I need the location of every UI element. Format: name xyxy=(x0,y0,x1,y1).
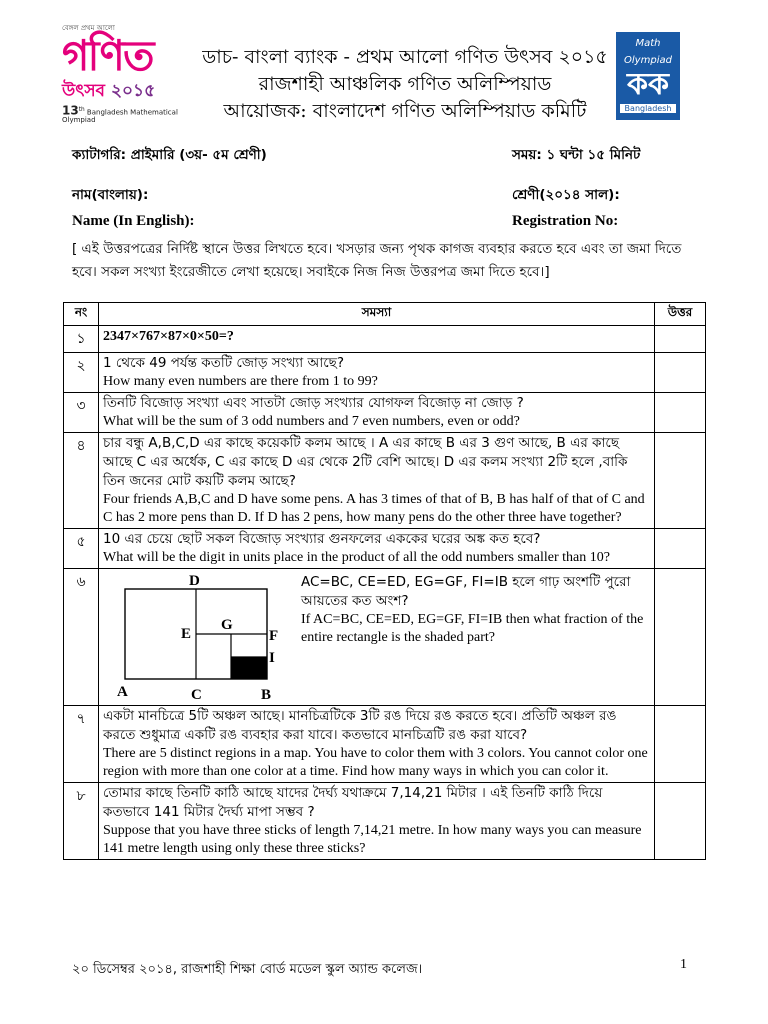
header-line-2: রাজশাহী আঞ্চলিক গণিত অলিম্পিয়াড xyxy=(258,73,552,95)
label-d: D xyxy=(189,573,200,589)
problem-text-en: Suppose that you have three sticks of length 7,14,21 metre. In how many ways you can measure 141 metre length using only these three sticks? xyxy=(103,823,642,856)
problem-number: ৮ xyxy=(64,783,99,860)
label-c: C xyxy=(191,687,202,703)
time-label: সময়: ১ ঘন্টা ১৫ মিনিট xyxy=(512,147,641,163)
table-row xyxy=(64,326,706,353)
problem-cell xyxy=(99,326,655,353)
math-olympiad-logo xyxy=(616,32,680,120)
shaded-region xyxy=(231,657,267,679)
registration-label: Registration No: xyxy=(512,213,619,229)
logo-sponsor-text: বেঙ্গল প্রথম আলো xyxy=(62,24,115,32)
problem-text-en: If AC=BC, CE=ED, EG=GF, FI=IB then what fraction of the entire rectangle is the shaded part? xyxy=(301,612,644,645)
problem-text-bn: 1 থেকে 49 পর্যন্ত কতটি জোড় সংখ্যা আছে? xyxy=(103,355,344,371)
header-no: নং xyxy=(64,303,99,326)
problem-text-bn: 10 এর চেয়ে ছোট সকল বিজোড় সংখ্যার গুনফলের এককের ঘরের অঙ্ক কত হবে? xyxy=(103,531,541,547)
logo-right-country: Bangladesh xyxy=(620,104,676,113)
problem-number: ৩ xyxy=(64,393,99,433)
problem-text-bn: তিনটি বিজোড় সংখ্যা এবং সাতটা জোড় সংখ্যার যোগফল বিজোড় না জোড় ? xyxy=(103,395,524,411)
problem-text-en: 2347×767×87×0×50=? xyxy=(103,329,234,344)
table-row xyxy=(64,393,706,433)
answer-cell[interactable] xyxy=(655,433,706,529)
problem-number: ৪ xyxy=(64,433,99,529)
geometry-figure xyxy=(103,571,293,703)
answer-cell[interactable] xyxy=(655,569,706,706)
logo-edition: 13 xyxy=(62,103,79,118)
answer-cell[interactable] xyxy=(655,393,706,433)
problem-text-en: Four friends A,B,C and D have some pens. A has 3 times of that of B, B has half of that of C and C has 2 more pens than D. If D has 2 pens, how many pens do the other three have together? xyxy=(103,492,645,525)
problem-text-en: There are 5 distinct regions in a map. You have to color them with 3 colors. You cannot color one region with more than one color at a time. Find how many ways in which you can color it. xyxy=(103,746,648,779)
table-row xyxy=(64,529,706,569)
problem-cell xyxy=(99,783,655,860)
answer-cell[interactable] xyxy=(655,706,706,783)
problem-cell xyxy=(99,569,655,706)
table-row xyxy=(64,569,706,706)
logo-subtitle xyxy=(62,78,192,106)
answer-cell[interactable] xyxy=(655,353,706,393)
problem-table xyxy=(63,302,706,860)
logo-right-glyph: কক xyxy=(627,67,669,102)
problem-text-bn: তোমার কাছে তিনটি কাঠি আছে যাদের দৈর্ঘ্য যথাক্রমে 7,14,21 মিটার । এই তিনটি কাঠি দিয়ে কতভাবে 141 মিটার দৈর্ঘ্য মাপা সম্ভব ? xyxy=(103,785,603,820)
name-english-label: Name (In English): xyxy=(72,213,195,229)
problem-cell xyxy=(99,706,655,783)
footer-text: ২০ ডিসেম্বর ২০১৪, রাজশাহী শিক্ষা বোর্ড মডেল স্কুল অ্যান্ড কলেজ। xyxy=(72,962,423,977)
name-bangla-label: নাম(বাংলায়): xyxy=(72,187,149,203)
page-number: 1 xyxy=(680,957,687,972)
problem-text-en: How many even numbers are there from 1 to 99? xyxy=(103,374,378,389)
problem-number: ৬ xyxy=(64,569,99,706)
table-row xyxy=(64,433,706,529)
header-answer: উত্তর xyxy=(655,303,706,326)
label-g: G xyxy=(221,617,233,633)
table-row xyxy=(64,783,706,860)
table-row xyxy=(64,353,706,393)
problem-6-text xyxy=(293,571,650,703)
logo-footer-text: Bangladesh Mathematical Olympiad xyxy=(62,108,178,125)
logo-subtitle-text: উৎসব xyxy=(62,81,106,101)
document-header xyxy=(200,44,610,125)
class-label: শ্রেণী(২০১৪ সাল): xyxy=(512,187,620,203)
answer-cell[interactable] xyxy=(655,783,706,860)
label-i: I xyxy=(269,650,275,666)
table-header-row xyxy=(64,303,706,326)
problem-cell xyxy=(99,529,655,569)
label-e: E xyxy=(181,626,192,642)
answer-cell[interactable] xyxy=(655,529,706,569)
label-b: B xyxy=(261,687,272,703)
header-problem: সমস্যা xyxy=(99,303,655,326)
problem-text-bn: একটা মানচিত্রে 5টি অঞ্চল আছে। মানচিত্রটিকে 3টি রঙ দিয়ে রঙ করতে হবে। প্রতিটি অঞ্চল রঙ করতে শুধুমাত্র একটি রঙ ব্যবহার করা যাবে। কতভাবে মানচিত্রটি রঙ করা যাবে? xyxy=(103,708,617,743)
logo-footer: 13th Bangladesh Mathematical Olympiad xyxy=(62,103,178,125)
logo-right-line1: Math xyxy=(635,38,661,49)
answer-cell[interactable] xyxy=(655,326,706,353)
problem-cell xyxy=(99,433,655,529)
problem-number: ৭ xyxy=(64,706,99,783)
festival-logo xyxy=(62,22,192,127)
problem-text-bn: AC=BC, CE=ED, EG=GF, FI=IB হলে গাঢ় অংশটি পুরো আয়তের কত অংশ? xyxy=(301,574,631,609)
label-f: F xyxy=(269,628,279,644)
problem-cell xyxy=(99,353,655,393)
problem-text-en: What will be the sum of 3 odd numbers and 7 even numbers, even or odd? xyxy=(103,414,520,429)
problem-number: ৫ xyxy=(64,529,99,569)
logo-right-line2: Olympiad xyxy=(624,55,672,66)
header-line-3: আয়োজক: বাংলাদেশ গণিত অলিম্পিয়াড কমিটি xyxy=(223,100,587,122)
problem-text-en: What will be the digit in units place in the product of all the odd numbers smaller than 10? xyxy=(103,550,610,565)
problem-cell xyxy=(99,393,655,433)
logo-year: ২০১৫ xyxy=(110,81,156,101)
problem-text-bn: চার বন্ধু A,B,C,D এর কাছে কয়েকটি কলম আছে । A এর কাছে B এর 3 গুণ আছে, B এর কাছে আছে C এর অর্ধেক, C এর কাছে D এর থেকে 2টি বেশি আছে। D এর কলম সংখ্যা 2টি হলে ,বাকি তিন জনের মোট কয়টি কলম আছে? xyxy=(103,435,628,489)
instructions-text: [ এই উত্তরপত্রের নির্দিষ্ট স্থানে উত্তর লিখতে হবে। খসড়ার জন্য পৃথক কাগজ ব্যবহার করতে হবে এবং তা জমা দিতে হবে। সকল সংখ্যা ইংরেজীতে লেখা হয়েছে। সবাইকে নিজ নিজ উত্তরপত্র জমা দিতে হবে।] xyxy=(72,241,682,280)
logo-title: গণিত xyxy=(62,31,153,80)
header-line-1: ডাচ- বাংলা ব্যাংক - প্রথম আলো গণিত উৎসব ২০১৫ xyxy=(202,46,608,68)
category-label: ক্যাটাগরি: প্রাইমারি (৩য়- ৫ম শ্রেণী) xyxy=(72,147,267,163)
problem-number: ২ xyxy=(64,353,99,393)
problem-number: ১ xyxy=(64,326,99,353)
table-row xyxy=(64,706,706,783)
label-a: A xyxy=(117,684,128,700)
